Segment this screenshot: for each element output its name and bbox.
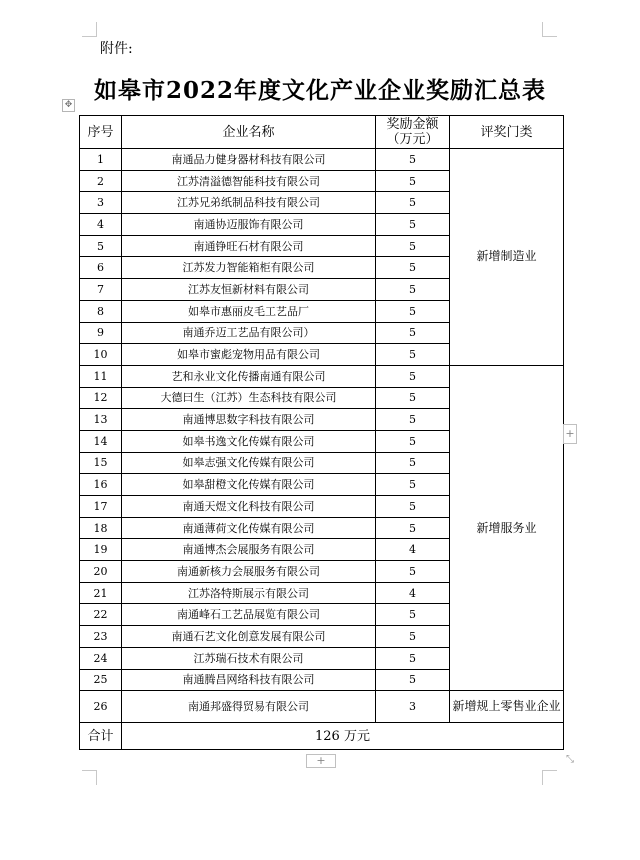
row-company: 南通石艺文化创意发展有限公司 xyxy=(122,626,376,648)
table-row xyxy=(80,691,564,723)
row-index: 20 xyxy=(80,561,122,583)
row-index: 14 xyxy=(80,430,122,452)
row-company: 如皋市蜜彪宠物用品有限公司 xyxy=(122,344,376,366)
row-company: 南通峰石工艺品展览有限公司 xyxy=(122,604,376,626)
row-index: 15 xyxy=(80,452,122,474)
table-row xyxy=(80,365,564,387)
row-company: 南通博杰会展服务有限公司 xyxy=(122,539,376,561)
add-column-icon[interactable]: + xyxy=(563,424,577,444)
total-label: 合计 xyxy=(80,723,122,750)
row-index: 6 xyxy=(80,257,122,279)
row-amount: 4 xyxy=(376,582,450,604)
row-amount: 5 xyxy=(376,604,450,626)
row-amount: 5 xyxy=(376,647,450,669)
row-amount: 5 xyxy=(376,561,450,583)
header-company: 企业名称 xyxy=(122,116,376,149)
row-index: 10 xyxy=(80,344,122,366)
row-amount: 5 xyxy=(376,474,450,496)
page-corner-mark xyxy=(542,22,557,37)
row-company: 江苏兄弟纸制品科技有限公司 xyxy=(122,192,376,214)
row-amount: 5 xyxy=(376,322,450,344)
table-row xyxy=(80,149,564,171)
row-index: 8 xyxy=(80,300,122,322)
row-amount: 5 xyxy=(376,279,450,301)
row-index: 19 xyxy=(80,539,122,561)
row-amount: 5 xyxy=(376,409,450,431)
row-amount: 5 xyxy=(376,170,450,192)
total-value: 126 万元 xyxy=(122,723,564,750)
row-amount: 5 xyxy=(376,344,450,366)
row-company: 江苏发力智能箱柜有限公司 xyxy=(122,257,376,279)
row-index: 7 xyxy=(80,279,122,301)
row-amount: 3 xyxy=(376,691,450,723)
row-index: 26 xyxy=(80,691,122,723)
row-amount: 5 xyxy=(376,149,450,171)
row-company: 如皋书逸文化传媒有限公司 xyxy=(122,430,376,452)
row-index: 9 xyxy=(80,322,122,344)
row-company: 江苏洛特斯展示有限公司 xyxy=(122,582,376,604)
row-company: 江苏友恒新材料有限公司 xyxy=(122,279,376,301)
award-table xyxy=(79,115,564,750)
row-index: 22 xyxy=(80,604,122,626)
row-company: 南通协迈服饰有限公司 xyxy=(122,214,376,236)
row-amount: 5 xyxy=(376,669,450,691)
row-index: 18 xyxy=(80,517,122,539)
row-company: 江苏瑞石技术有限公司 xyxy=(122,647,376,669)
row-amount: 5 xyxy=(376,452,450,474)
page-corner-mark xyxy=(542,770,557,785)
row-company: 如皋志强文化传媒有限公司 xyxy=(122,452,376,474)
row-amount: 5 xyxy=(376,365,450,387)
row-company: 南通天煜文化科技有限公司 xyxy=(122,496,376,518)
row-index: 23 xyxy=(80,626,122,648)
row-category: 新增规上零售业企业 xyxy=(450,691,564,723)
row-company: 南通铮旺石材有限公司 xyxy=(122,235,376,257)
row-amount: 5 xyxy=(376,214,450,236)
row-company: 南通薄荷文化传媒有限公司 xyxy=(122,517,376,539)
row-company: 南通博思数字科技有限公司 xyxy=(122,409,376,431)
row-index: 3 xyxy=(80,192,122,214)
header-amount: 奖励金额（万元） xyxy=(376,116,450,149)
row-index: 1 xyxy=(80,149,122,171)
row-amount: 4 xyxy=(376,539,450,561)
row-index: 16 xyxy=(80,474,122,496)
row-company: 南通邦盛得贸易有限公司 xyxy=(122,691,376,723)
row-company: 南通新核力会展服务有限公司 xyxy=(122,561,376,583)
page-corner-mark xyxy=(82,770,97,785)
row-company: 大德曰生（江苏）生态科技有限公司 xyxy=(122,387,376,409)
row-company: 江苏清溢德智能科技有限公司 xyxy=(122,170,376,192)
row-index: 13 xyxy=(80,409,122,431)
table-move-handle-icon[interactable]: ✥ xyxy=(62,99,75,112)
row-index: 17 xyxy=(80,496,122,518)
row-index: 25 xyxy=(80,669,122,691)
row-amount: 5 xyxy=(376,496,450,518)
page-corner-mark xyxy=(82,22,97,37)
row-company: 如皋甜橙文化传媒有限公司 xyxy=(122,474,376,496)
row-company: 南通品力健身器材科技有限公司 xyxy=(122,149,376,171)
table-resize-icon[interactable]: ⤡ xyxy=(566,754,574,765)
row-company: 艺和永业文化传播南通有限公司 xyxy=(122,365,376,387)
row-amount: 5 xyxy=(376,387,450,409)
row-company: 如皋市惠丽皮毛工艺品厂 xyxy=(122,300,376,322)
row-amount: 5 xyxy=(376,517,450,539)
header-index: 序号 xyxy=(80,116,122,149)
row-index: 11 xyxy=(80,365,122,387)
header-category: 评奖门类 xyxy=(450,116,564,149)
row-amount: 5 xyxy=(376,235,450,257)
add-row-icon[interactable]: + xyxy=(306,754,336,768)
row-index: 2 xyxy=(80,170,122,192)
table-header-row xyxy=(80,116,564,149)
row-index: 5 xyxy=(80,235,122,257)
row-amount: 5 xyxy=(376,626,450,648)
row-amount: 5 xyxy=(376,257,450,279)
row-category: 新增制造业 xyxy=(450,149,564,366)
row-index: 4 xyxy=(80,214,122,236)
row-company: 南通乔迈工艺品有限公司） xyxy=(122,322,376,344)
row-index: 12 xyxy=(80,387,122,409)
row-company: 南通腾昌网络科技有限公司 xyxy=(122,669,376,691)
page-title: 如皋市2022年度文化产业企业奖励汇总表 xyxy=(93,77,546,104)
row-index: 24 xyxy=(80,647,122,669)
row-category: 新增服务业 xyxy=(450,365,564,690)
row-index: 21 xyxy=(80,582,122,604)
attachment-label: 附件: xyxy=(100,41,133,57)
total-row xyxy=(80,723,564,750)
row-amount: 5 xyxy=(376,430,450,452)
row-amount: 5 xyxy=(376,192,450,214)
row-amount: 5 xyxy=(376,300,450,322)
